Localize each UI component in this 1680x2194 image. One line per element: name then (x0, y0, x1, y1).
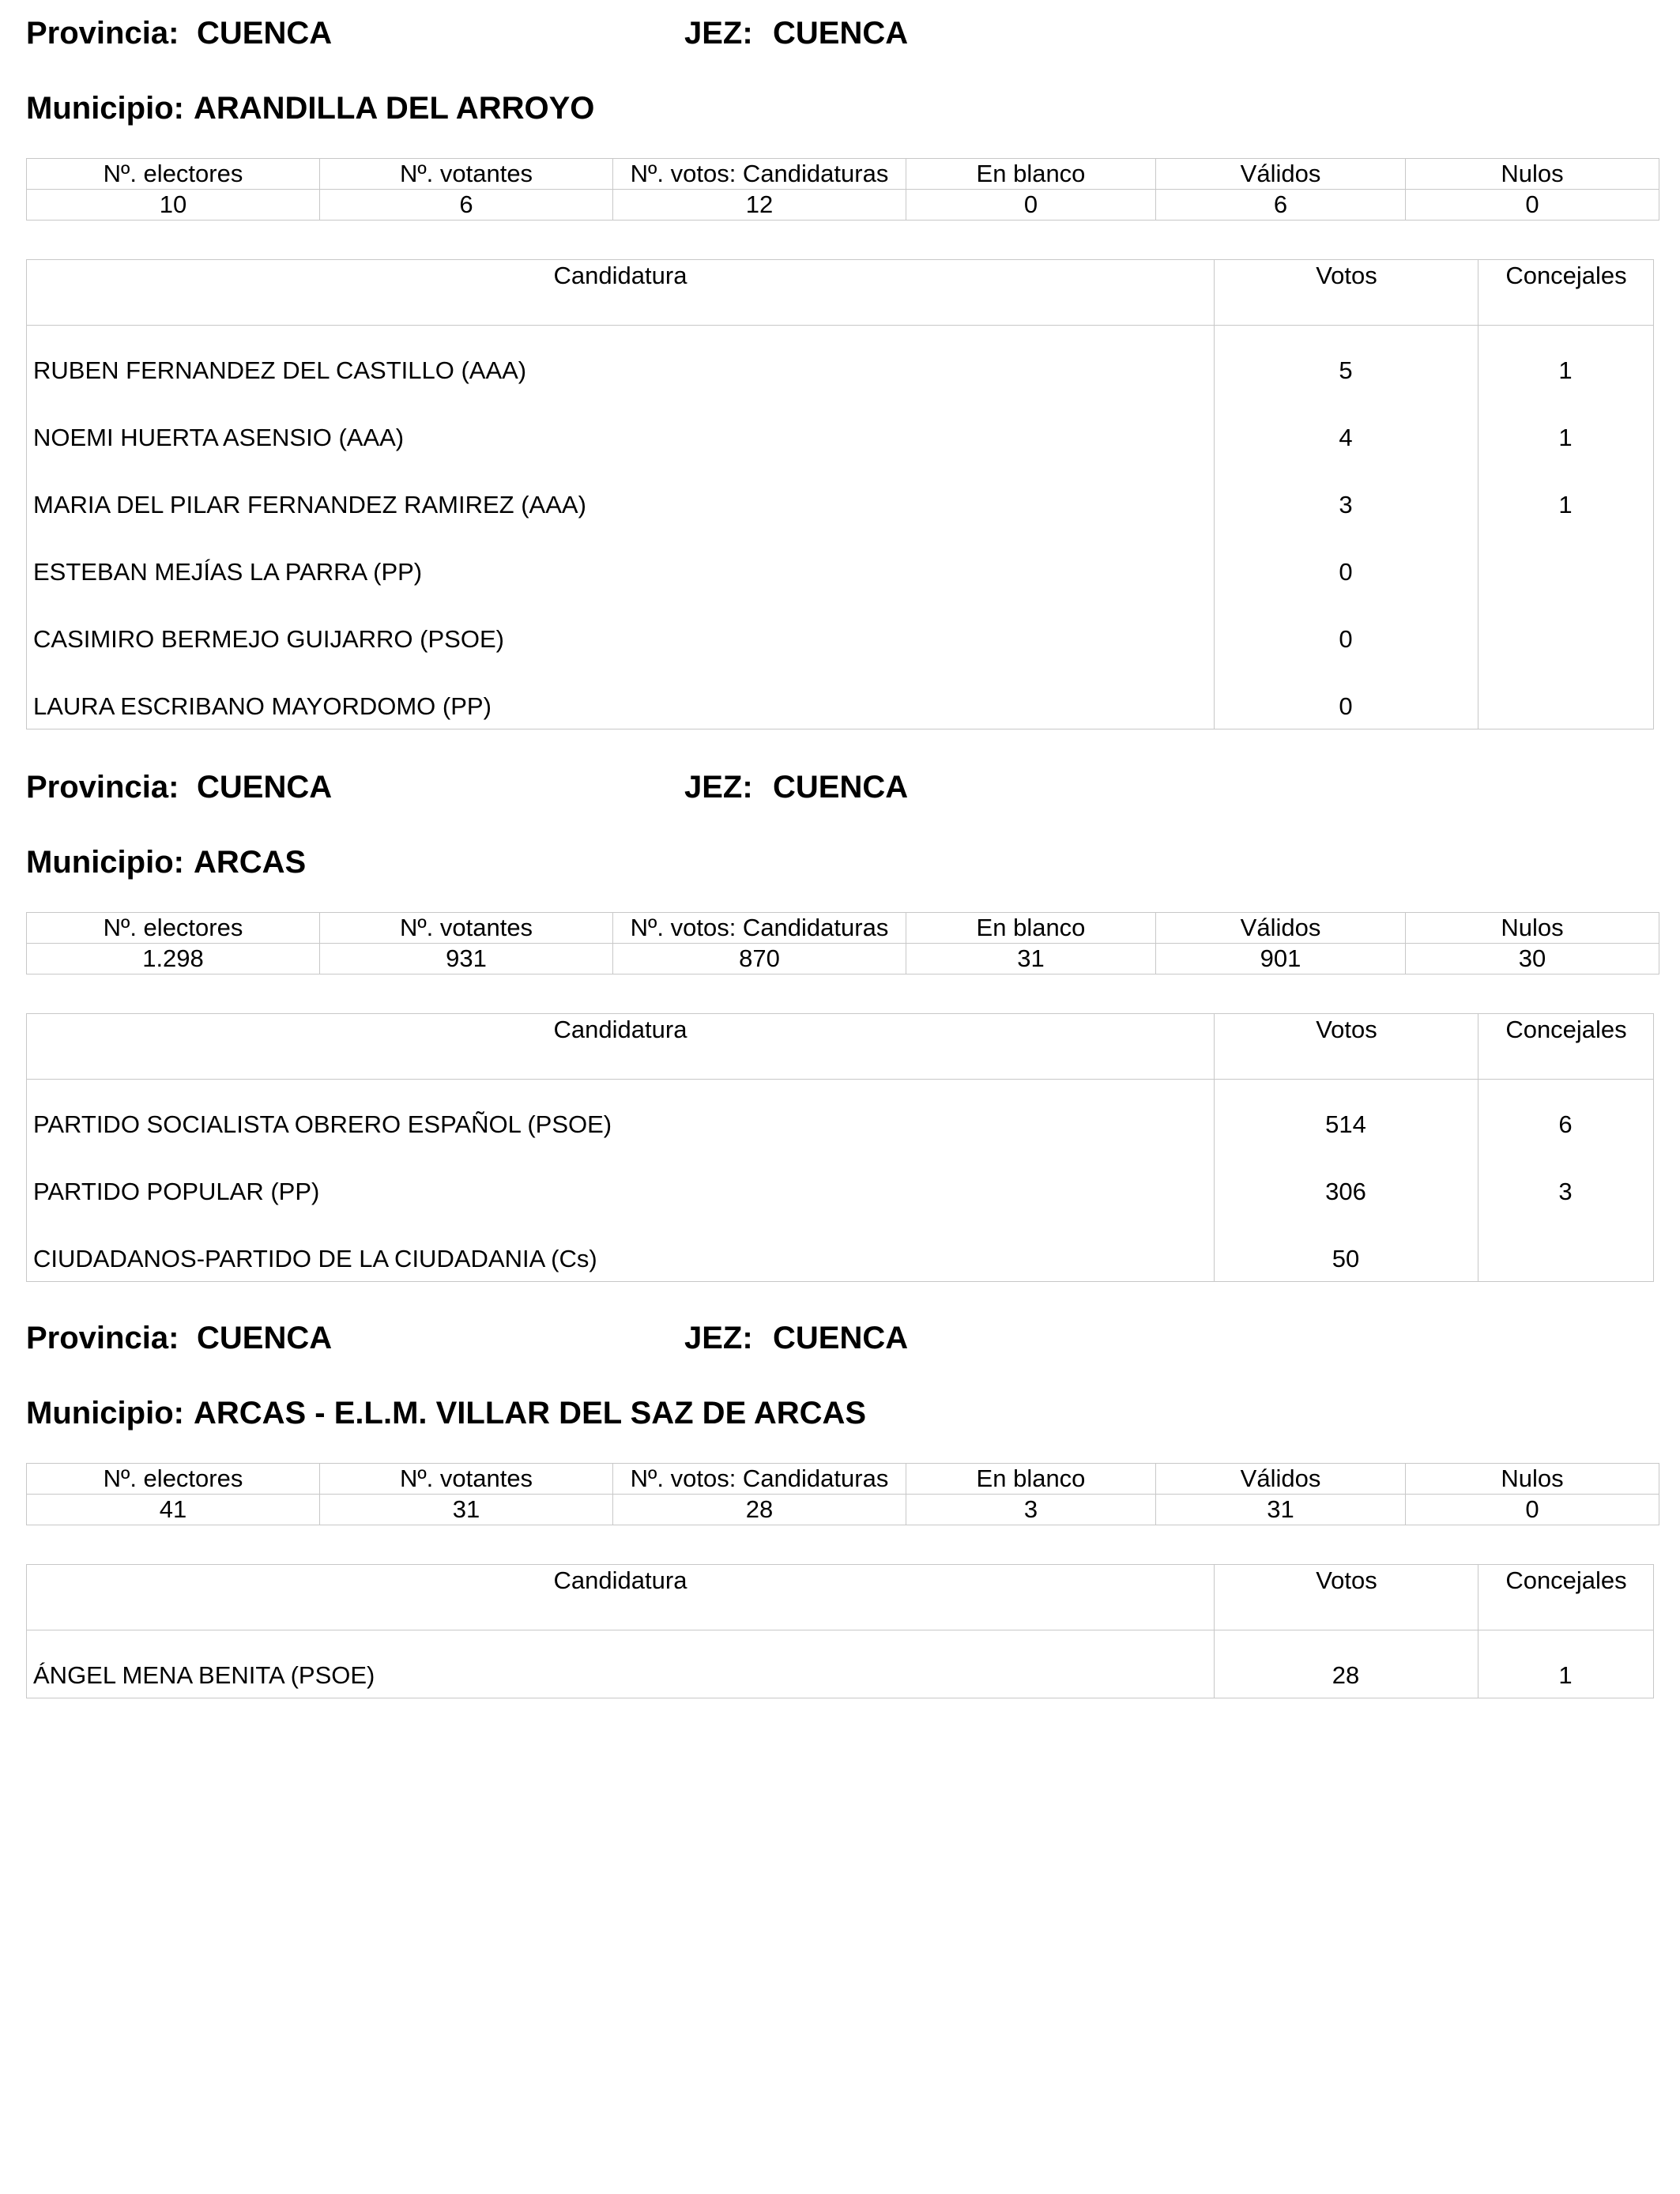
stat-header: Nº. votantes (320, 1464, 613, 1495)
candidate-name: CIUDADANOS-PARTIDO DE LA CIUDADANIA (Cs) (33, 1245, 597, 1272)
stat-header: Nº. votos: Candidaturas (613, 159, 906, 190)
candidates-table (26, 1564, 1654, 1698)
stat-header: Nº. electores (27, 1464, 320, 1495)
concejales-header: Concejales (1478, 1565, 1654, 1630)
stat-value: 41 (27, 1495, 320, 1525)
stat-value: 901 (1156, 944, 1406, 974)
candidate-votes: 0 (1339, 625, 1353, 653)
stat-value: 31 (320, 1495, 613, 1525)
provincia-value: CUENCA (197, 1321, 333, 1355)
candidate-row (27, 1147, 1653, 1214)
candidates-header (27, 1014, 1653, 1080)
candidate-name: ESTEBAN MEJÍAS LA PARRA (PP) (33, 558, 423, 586)
candidate-row (27, 662, 1653, 729)
stats-header-row (27, 1464, 1659, 1495)
stats-header-row (27, 913, 1659, 944)
stat-value: 31 (906, 944, 1156, 974)
candidate-votes: 28 (1332, 1661, 1360, 1689)
stats-value-row (27, 190, 1659, 221)
stat-value: 0 (1406, 1495, 1659, 1525)
candidate-row (27, 594, 1653, 662)
provincia-value: CUENCA (197, 16, 333, 51)
concejales-header: Concejales (1478, 1014, 1654, 1079)
candidate-name: PARTIDO SOCIALISTA OBRERO ESPAÑOL (PSOE) (33, 1110, 612, 1138)
votos-header: Votos (1214, 1565, 1478, 1630)
municipio-value: ARCAS (193, 845, 307, 880)
municipio-label: Municipio: (26, 91, 184, 126)
candidate-row (27, 460, 1653, 527)
provincia-label: Provincia: (26, 770, 179, 805)
candidate-name: NOEMI HUERTA ASENSIO (AAA) (33, 424, 405, 451)
candidate-name: RUBEN FERNANDEZ DEL CASTILLO (AAA) (33, 356, 527, 384)
candidatura-header: Candidatura (553, 1016, 687, 1043)
candidate-row (27, 1080, 1653, 1147)
stat-header: Nº. votantes (320, 913, 613, 944)
municipio-line (26, 1391, 866, 1435)
candidate-row (27, 1630, 1653, 1698)
stat-header: En blanco (906, 1464, 1156, 1495)
municipio-line (26, 86, 594, 130)
stats-value-row (27, 944, 1659, 974)
candidate-row (27, 393, 1653, 460)
concejales-header: Concejales (1478, 260, 1654, 325)
jez-label: JEZ: (684, 16, 753, 51)
candidate-votes: 50 (1332, 1245, 1360, 1272)
stats-table (26, 1463, 1659, 1525)
candidate-name: ÁNGEL MENA BENITA (PSOE) (33, 1661, 375, 1689)
stat-value: 0 (1406, 190, 1659, 221)
candidate-name: LAURA ESCRIBANO MAYORDOMO (PP) (33, 692, 492, 720)
provincia-label: Provincia: (26, 1321, 179, 1355)
candidate-concejales: 6 (1558, 1110, 1573, 1138)
candidates-table (26, 1013, 1654, 1282)
candidate-votes: 0 (1339, 692, 1353, 720)
municipio-label: Municipio: (26, 845, 184, 880)
candidate-votes: 4 (1339, 424, 1353, 451)
section-arandilla (26, 11, 1654, 722)
candidates-body (27, 1630, 1653, 1698)
stat-value: 10 (27, 190, 320, 221)
votos-header: Votos (1214, 1014, 1478, 1079)
stat-header: Nº. electores (27, 159, 320, 190)
section-villar-del-saz (26, 1316, 1654, 1727)
provincia-value: CUENCA (197, 770, 333, 805)
provincia-label: Provincia: (26, 16, 179, 51)
stat-header: En blanco (906, 913, 1156, 944)
stat-header: Nº. votos: Candidaturas (613, 913, 906, 944)
stat-header: Nulos (1406, 913, 1659, 944)
candidates-header (27, 1565, 1653, 1630)
stat-header: Nulos (1406, 159, 1659, 190)
municipio-line (26, 840, 306, 884)
candidate-votes: 514 (1325, 1110, 1366, 1138)
municipio-value: ARCAS - E.L.M. VILLAR DEL SAZ DE ARCAS (193, 1396, 867, 1431)
stat-header: Válidos (1156, 913, 1406, 944)
stat-value: 931 (320, 944, 613, 974)
candidate-row (27, 326, 1653, 393)
stat-value: 870 (613, 944, 906, 974)
jez-value: CUENCA (773, 1321, 909, 1355)
stat-value: 0 (906, 190, 1156, 221)
candidates-body (27, 326, 1653, 729)
jez-label: JEZ: (684, 1321, 753, 1355)
candidate-name: MARIA DEL PILAR FERNANDEZ RAMIREZ (AAA) (33, 491, 586, 518)
candidates-header (27, 260, 1653, 326)
candidates-table (26, 259, 1654, 729)
municipio-label: Municipio: (26, 1396, 184, 1431)
stat-header: Nº. votantes (320, 159, 613, 190)
municipio-value: ARANDILLA DEL ARROYO (193, 91, 595, 126)
stat-header: Válidos (1156, 159, 1406, 190)
candidatura-header: Candidatura (553, 1566, 687, 1594)
stat-value: 30 (1406, 944, 1659, 974)
stat-value: 1.298 (27, 944, 320, 974)
candidate-row (27, 527, 1653, 594)
stat-header: Válidos (1156, 1464, 1406, 1495)
votos-header: Votos (1214, 260, 1478, 325)
jez-value: CUENCA (773, 770, 909, 805)
candidate-concejales: 1 (1558, 424, 1573, 451)
stat-value: 28 (613, 1495, 906, 1525)
candidates-body (27, 1080, 1653, 1281)
stats-header-row (27, 159, 1659, 190)
candidate-concejales: 3 (1558, 1178, 1573, 1205)
candidate-concejales: 1 (1558, 356, 1573, 384)
stat-value: 3 (906, 1495, 1156, 1525)
stats-table (26, 158, 1659, 221)
candidate-concejales: 1 (1558, 1661, 1573, 1689)
stat-value: 31 (1156, 1495, 1406, 1525)
candidate-votes: 0 (1339, 558, 1353, 586)
candidate-name: PARTIDO POPULAR (PP) (33, 1178, 320, 1205)
candidate-votes: 5 (1339, 356, 1353, 384)
candidate-votes: 306 (1325, 1178, 1366, 1205)
stat-value: 6 (1156, 190, 1406, 221)
jez-value: CUENCA (773, 16, 909, 51)
jez-label: JEZ: (684, 770, 753, 805)
section-arcas (26, 765, 1654, 1287)
candidate-row (27, 1214, 1653, 1281)
candidate-concejales: 1 (1558, 491, 1573, 518)
stat-value: 6 (320, 190, 613, 221)
stat-header: Nº. votos: Candidaturas (613, 1464, 906, 1495)
stat-header: Nulos (1406, 1464, 1659, 1495)
stats-value-row (27, 1495, 1659, 1525)
stat-header: En blanco (906, 159, 1156, 190)
candidate-name: CASIMIRO BERMEJO GUIJARRO (PSOE) (33, 625, 504, 653)
stats-table (26, 912, 1659, 974)
candidatura-header: Candidatura (553, 262, 687, 289)
stat-value: 12 (613, 190, 906, 221)
stat-header: Nº. electores (27, 913, 320, 944)
candidate-votes: 3 (1339, 491, 1353, 518)
